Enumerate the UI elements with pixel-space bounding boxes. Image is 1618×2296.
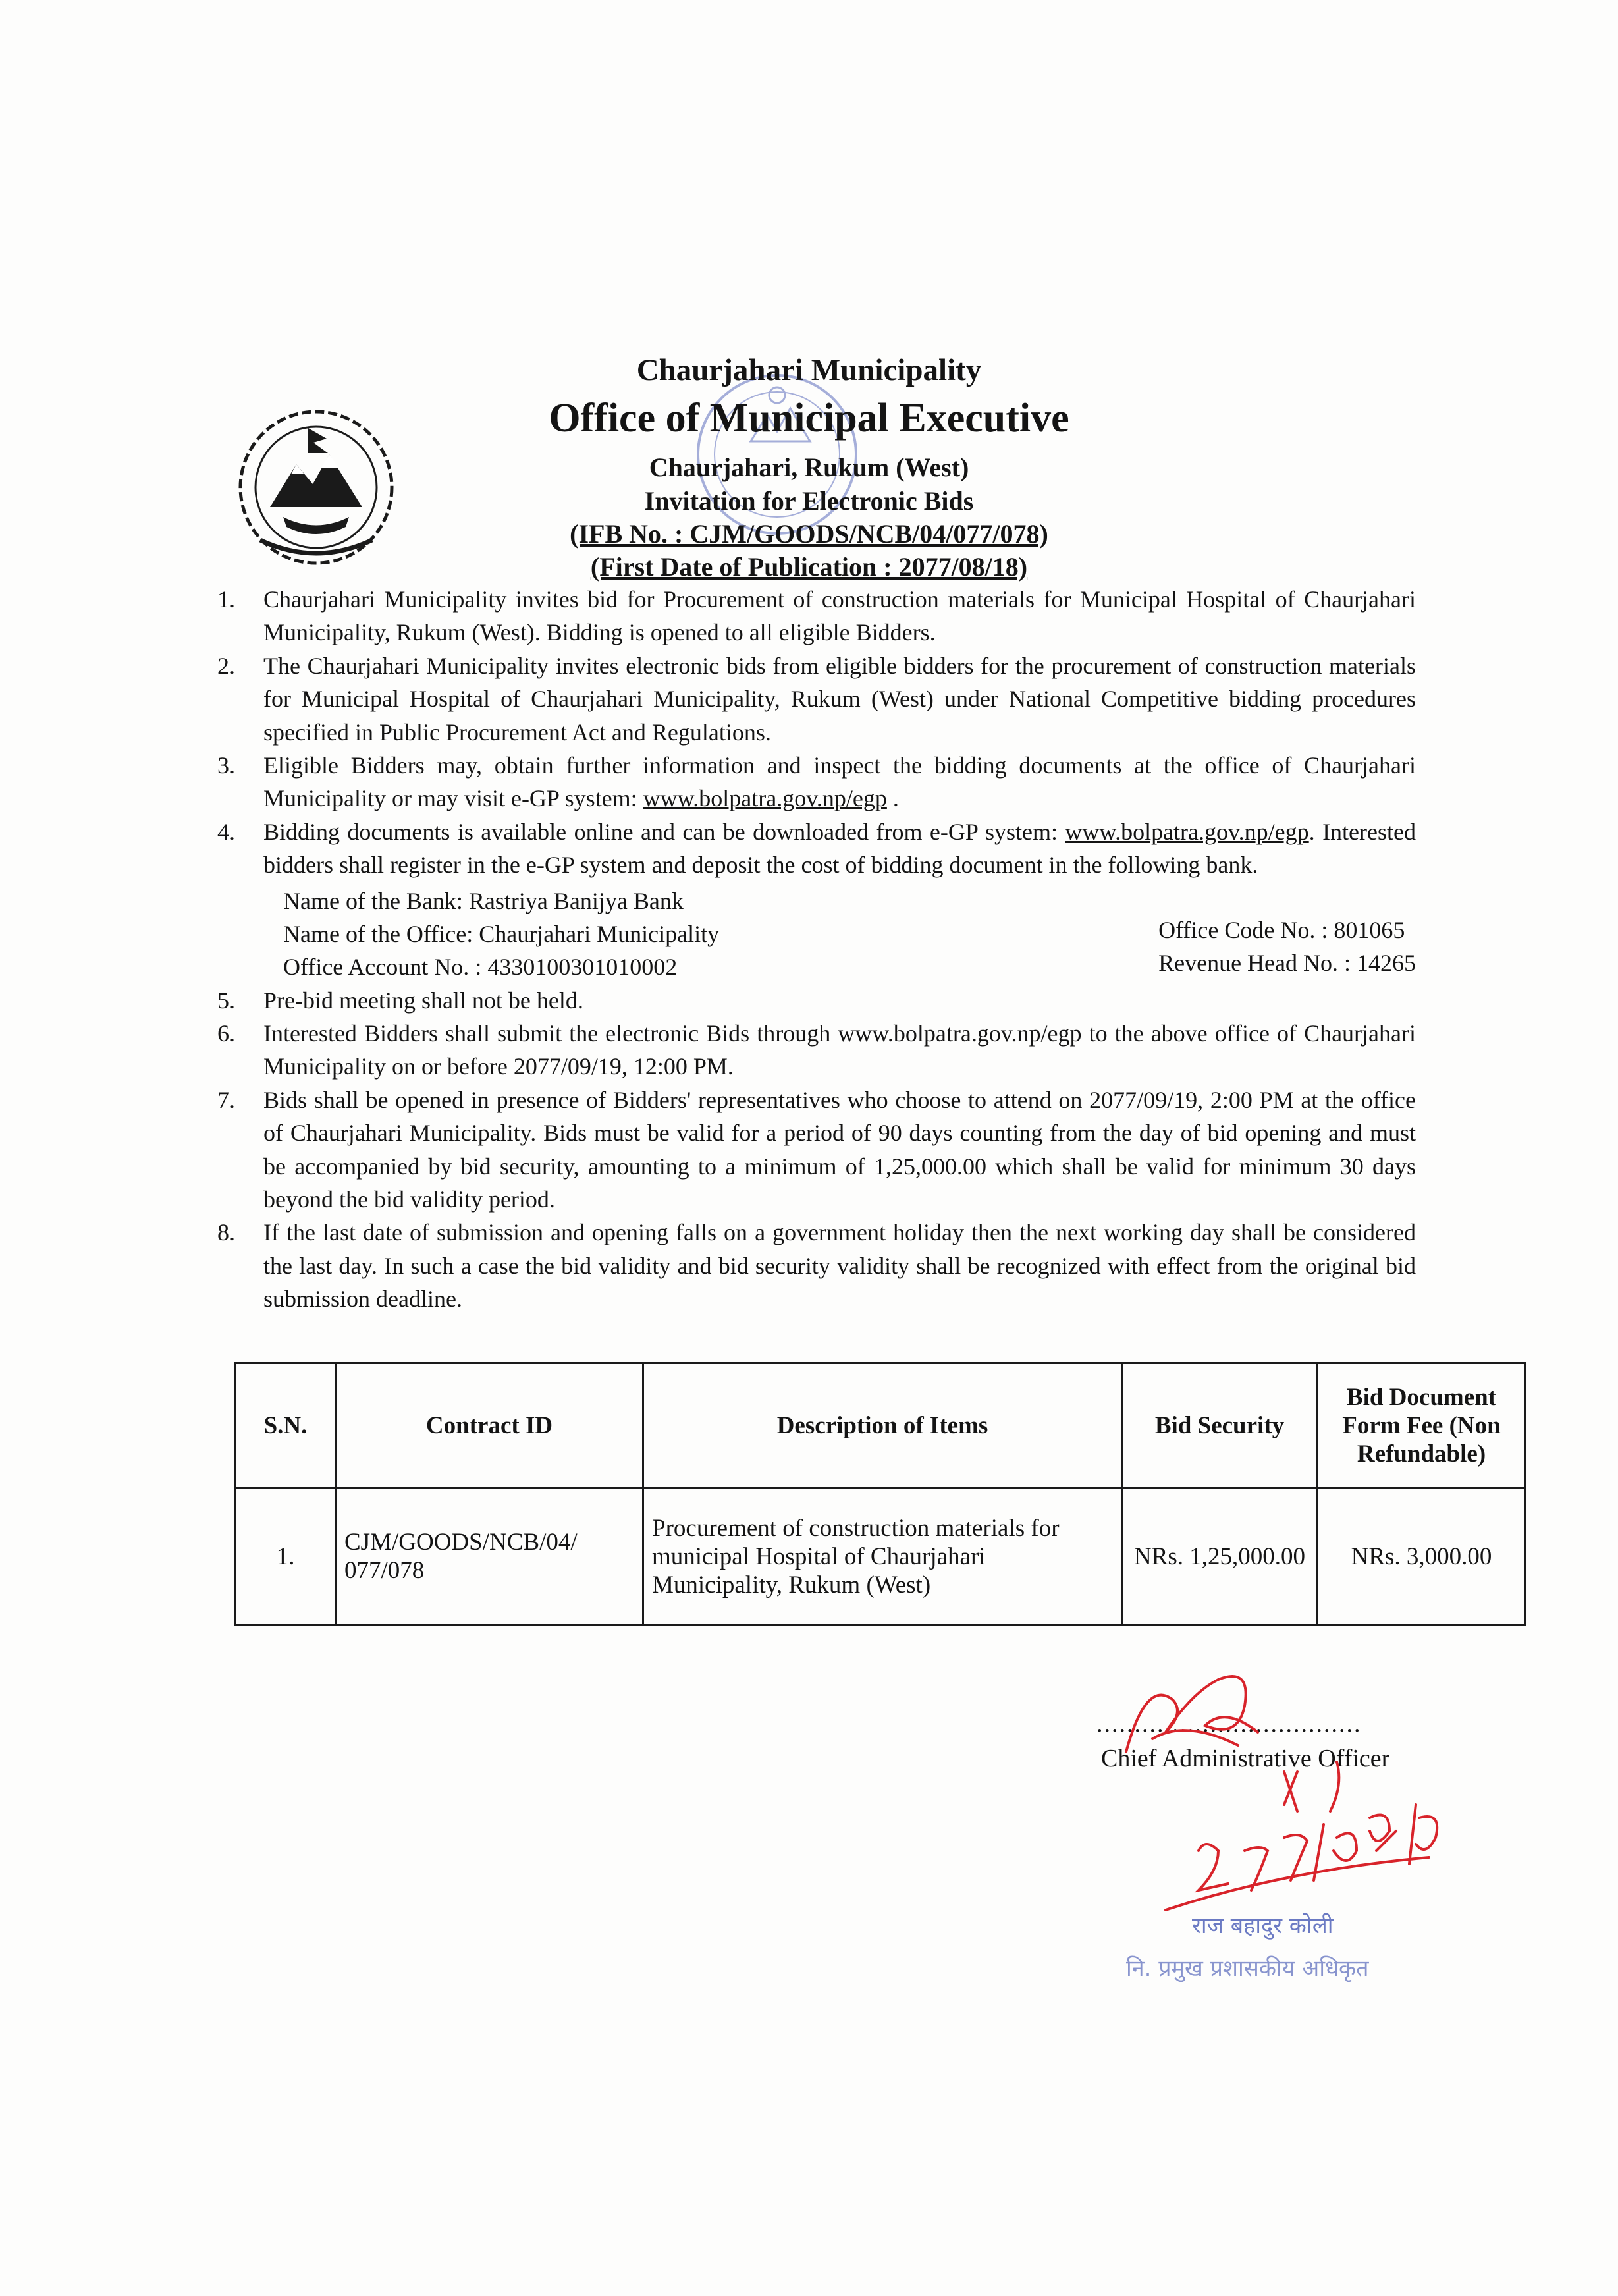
list-item: 5. Pre-bid meeting shall not be held. <box>217 987 583 1014</box>
table-cell: NRs. 1,25,000.00 <box>1122 1488 1318 1626</box>
signatory-title: Chief Administrative Officer <box>1101 1745 1390 1772</box>
publication-date: (First Date of Publication : 2077/08/18) <box>590 552 1028 582</box>
officer-stamp <box>1113 1903 1482 1989</box>
notice-items <box>217 583 1416 1316</box>
table-cell: 1. <box>236 1488 336 1626</box>
bids-table <box>234 1362 1526 1626</box>
table-row <box>236 1488 1526 1626</box>
office-location: Chaurjahari, Rukum (West) <box>649 452 969 482</box>
notice-title: Invitation for Electronic Bids <box>644 486 974 516</box>
column-header: S.N. <box>236 1363 336 1488</box>
office-name: Name of the Office: Chaurjahari Municipality <box>283 920 720 947</box>
table-cell: CJM/GOODS/NCB/04/ 077/078 <box>336 1488 643 1626</box>
signature-line: ................................... <box>1096 1710 1362 1737</box>
table-header-row <box>236 1363 1526 1488</box>
list-item: 1. Chaurjahari Municipality invites bid for Procurement of construction materials for Municipal Hospital of Chaurjahari Municipality, Rukum (West). Bidding is opened to all eligible Bidders. <box>217 586 1416 646</box>
list-item: 3. Eligible Bidders may, obtain further information and inspect the bidding documents at the office of Chaurjahari Municipality or may visit e-GP system: www.bolpatra.gov.np/egp . <box>217 752 1416 812</box>
stamp-role: नि. प्रमुख प्रशासकीय अधिकृत <box>1126 1955 1369 1982</box>
list-item: 6. Interested Bidders shall submit the electronic Bids through www.bolpatra.gov.np/egp to the above office of Chaurjahari Municipality on or before 2077/09/19, 12:00 PM. <box>217 1020 1416 1080</box>
table-cell: Procurement of construction materials for municipal Hospital of Chaurjahari Municipality, Rukum (West) <box>643 1488 1122 1626</box>
column-header: Bid Document Form Fee (Non Refundable) <box>1318 1363 1526 1488</box>
office-title: Office of Municipal Executive <box>549 396 1069 441</box>
table-cell: NRs. 3,000.00 <box>1318 1488 1526 1626</box>
list-item: 4. Bidding documents is available online and can be downloaded from e-GP system: www.bolpatra.gov.np/egp. Interested bidders shall register in the e-GP system and deposit the cost of bidding document in the following bank. <box>217 818 1416 879</box>
list-item: 2. The Chaurjahari Municipality invites electronic bids from eligible bidders for the procurement of construction materials for Municipal Hospital of Chaurjahari Municipality, Rukum (West) under National Competitive bidding procedures specified in Public Procurement Act and Regulations. <box>217 652 1416 746</box>
bank-details <box>217 885 1416 984</box>
column-header: Bid Security <box>1122 1363 1318 1488</box>
bank-name: Name of the Bank: Rastriya Banijya Bank <box>283 887 684 914</box>
list-item: 7. Bids shall be opened in presence of Bidders' representatives who choose to attend on 2077/09/19, 2:00 PM at the office of Chaurjahari Municipality. Bids must be valid for a period of 90 days counting from the day of bid opening and must be accompanied by bid security, amounting to a minimum of 1,25,000.00 which shall be valid for minimum 30 days beyond the bid validity period. <box>217 1086 1416 1213</box>
list-item: 8. If the last date of submission and opening falls on a government holiday then the next working day shall be considered the last day. In such a case the bid validity and bid security validity shall be recognized with effect from the original bid submission deadline. <box>217 1219 1416 1313</box>
egp-link[interactable]: www.bolpatra.gov.np/egp <box>1065 818 1309 845</box>
stamp-name: राज बहादुर कोली <box>1192 1913 1334 1939</box>
column-header: Contract ID <box>336 1363 643 1488</box>
revenue-head: Revenue Head No. : 14265 <box>1158 949 1416 976</box>
ifb-number: (IFB No. : CJM/GOODS/NCB/04/077/078) <box>570 519 1048 549</box>
account-number: Office Account No. : 4330100301010002 <box>283 954 678 981</box>
column-header: Description of Items <box>643 1363 1122 1488</box>
egp-link[interactable]: www.bolpatra.gov.np/egp <box>643 785 887 812</box>
municipality-name: Chaurjahari Municipality <box>636 353 982 387</box>
office-code: Office Code No. : 801065 <box>1158 916 1405 943</box>
